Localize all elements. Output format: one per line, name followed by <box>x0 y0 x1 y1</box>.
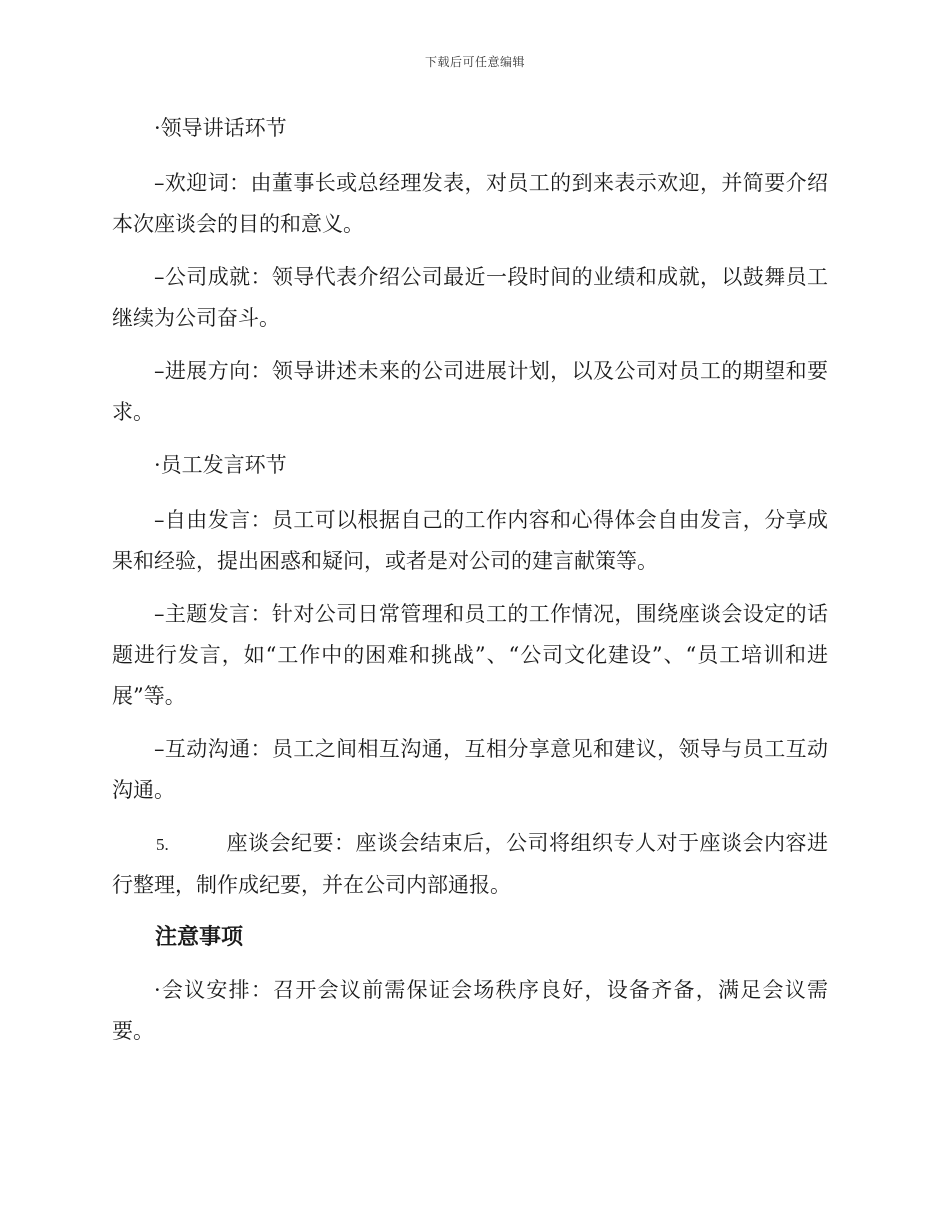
welcome-paragraph: –欢迎词：由董事长或总经理发表，对员工的到来表示欢迎，并简要介绍本次座谈会的目的和意义。 <box>112 171 828 236</box>
meeting-arrangement-paragraph: ·会议安排：召开会议前需保证会场秩序良好，设备齐备，满足会议需要。 <box>112 978 828 1043</box>
achievements-paragraph: –公司成就：领导代表介绍公司最近一段时间的业绩和成就，以鼓舞员工继续为公司奋斗。 <box>112 265 828 330</box>
topic-speech-paragraph: –主题发言：针对公司日常管理和员工的工作情况，围绕座谈会设定的话题进行发言，如“工作中的困难和挑战”、“公司文化建设”、“员工培训和进展”等。 <box>112 602 828 708</box>
staff-speech-heading: ·员工发言环节 <box>154 453 287 477</box>
interaction-paragraph: –互动沟通：员工之间相互沟通，互相分享意见和建议，领导与员工互动沟通。 <box>112 737 828 802</box>
free-speech-paragraph: –自由发言：员工可以根据自己的工作内容和心得体会自由发言，分享成果和经验，提出困惑和疑问，或者是对公司的建言献策等。 <box>112 508 828 573</box>
direction-paragraph: –进展方向：领导讲述未来的公司进展计划，以及公司对员工的期望和要求。 <box>112 359 828 424</box>
notes-section-heading: 注意事项 <box>155 925 244 950</box>
page-header-note: 下载后可任意编辑 <box>424 55 525 69</box>
minutes-item <box>112 823 828 906</box>
list-number: 5. <box>156 835 169 854</box>
leader-speech-heading: ·领导讲话环节 <box>154 116 287 140</box>
minutes-text: 座谈会纪要：座谈会结束后，公司将组织专人对于座谈会内容进行整理，制作成纪要，并在公司内部通报。 <box>112 831 828 897</box>
document-body <box>112 108 828 1064</box>
